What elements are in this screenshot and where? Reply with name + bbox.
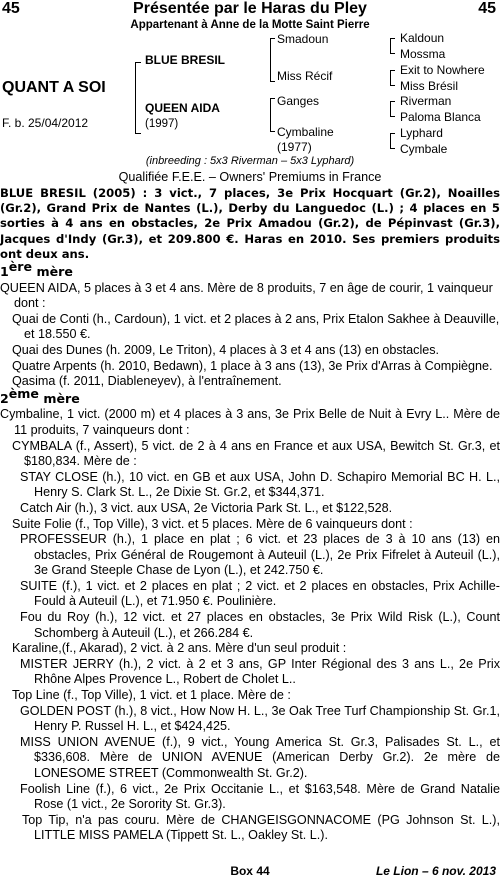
dam-name: QUEEN AIDA <box>145 101 220 115</box>
sale-source: Le Lion – 6 nov. 2013 <box>375 864 496 878</box>
produce-professeur: PROFESSEUR (h.), 1 place en plat ; 6 vict. et 23 places de 3 à 10 ans (13) en obstacles, Prix Général de Rougemont à Auteuil (L.), 2e Prix Fifrelet à Auteuil (L.), 3e Grand Steeple Chase de Lyon (L.), et 242.750 €. <box>20 532 500 578</box>
lot-number-right: 45 <box>478 0 496 17</box>
lot-number-left: 45 <box>2 0 20 17</box>
horse-info: F. b. 25/04/2012 <box>2 116 89 130</box>
sd-dam: Miss Brésil <box>400 79 459 93</box>
produce-top-tip: Top Tip, n'a pas couru. Mère de CHANGEISGONNACOME (PG Johnson St. L.), LITTLE MISS PAMELA (Tippett St. L., Oakley St. L.). <box>22 812 500 843</box>
ss-sire: Kaldoun <box>400 31 445 45</box>
dam-dam: Cymbaline <box>277 125 334 139</box>
produce-cymbala: CYMBALA (f., Assert), 5 vict. de 2 à 4 ans en France et aux USA, Bewitch St. Gr.3, et $180,834. Mère de : <box>12 438 500 469</box>
dam-1-intro: QUEEN AIDA, 5 places à 3 et 4 ans. Mère de 8 produits, 7 en âge de courir, 1 vainqueur dont : <box>0 280 493 311</box>
catalog-body <box>0 186 500 844</box>
produce-top-line: Top Line (f., Top Ville), 1 vict. et 1 place. Mère de : <box>12 688 291 703</box>
dam-1-produce-1: Quai de Conti (h., Cardoun), 1 vict. et 2 places à 2 ans, Prix Etalon Sakhee à Deauville, et 18.550 €. <box>12 311 500 342</box>
dam-year: (1997) <box>145 118 179 130</box>
ss-dam: Mossma <box>400 47 446 61</box>
dd-dam: Cymbale <box>400 142 448 156</box>
produce-suite: SUITE (f.), 1 vict. et 2 places en plat ; 2 vict. et 2 places en obstacles, Prix Achille-Fould à Auteuil (L.), et 71.950 €. Poulinière. <box>20 578 500 609</box>
dam-2-intro: Cymbaline, 1 vict. (2000 m) et 4 places à 3 ans, 3e Prix Belle de Nuit à Evry L.. Mère de 11 produits, 7 vainqueurs dont : <box>0 407 500 437</box>
produce-fou-du-roy: Fou du Roy (h.), 12 vict. et 27 places en obstacles, 3e Prix Wild Risk (L.), Count Schomberg à Auteuil (L.), et 266.284 €. <box>20 610 500 640</box>
section-heading-2nd-dam: 2ème mère <box>0 385 80 406</box>
produce-stay-close: STAY CLOSE (h.), 10 vict. en GB et aux USA, John D. Schapiro Memorial BC H. L., Henry S. Clark St. L., 2e Dixie St. Gr.2, et $344,371. <box>20 469 500 500</box>
sire-paragraph: BLUE BRESIL (2005) : 3 vict., 7 places, 3e Prix Hocquart (Gr.2), Noailles (Gr.2), Grand Prix de Nantes (L.), Derby du Languedoc (L.) ; 4 places en 5 sorties à 4 ans en obstacles, 2e Prix Amadou (Gr.2), de Pépinvast (Gr.3), Jacques d'Indy (Gr.3), et 209.800 €. Haras en 2010. Ses premiers produits ont deux ans. <box>0 186 500 261</box>
page-subtitle: Appartenant à Anne de la Motte Saint Pierre <box>130 19 370 31</box>
dam-1-produce-4: Qasima (f. 2011, Diableneyev), à l'entraînement. <box>12 374 282 389</box>
pedigree-bracket <box>135 62 136 134</box>
dam-sire: Ganges <box>277 94 320 108</box>
dam-1-produce-2: Quai des Dunes (h. 2009, Le Triton), 4 places à 3 et 4 ans (13) en obstacles. <box>12 342 440 357</box>
produce-foolish-line: Foolish Line (f.), 6 vict., 2e Prix Occitanie L., et $163,548. Mère de Grand Natalie Rose (1 vict., 2e Sorority St. Gr.3). <box>20 781 500 812</box>
dam-dam-year: (1977) <box>277 140 312 154</box>
sire-dam: Miss Récif <box>277 69 333 83</box>
page-title: Présentée par le Haras du Pley <box>133 0 367 17</box>
inbreeding-note: (inbreeding : 5x3 Riverman – 5x3 Lyphard) <box>145 155 355 167</box>
ds-sire: Riverman <box>400 94 452 108</box>
produce-mister-jerry: MISTER JERRY (h.), 2 vict. à 2 et 3 ans, GP Inter Régional des 3 ans L., 2e Prix Rhône Alpes Provence L., Robert de Cholet L.. <box>20 656 500 687</box>
produce-catch-air: Catch Air (h.), 3 vict. aux USA, 2e Victoria Park St. L., et $122,528. <box>20 500 393 515</box>
section-heading-1st-dam: 1ère mère <box>0 258 73 280</box>
dam-1-produce-3: Quatre Arpents (h. 2010, Bedawn), 1 place à 3 ans (13), 3e Prix d'Arras à Compiègne. <box>12 358 493 373</box>
produce-golden-post: GOLDEN POST (h.), 8 vict., How Now H. L., 3e Oak Tree Turf Championship St. Gr.1, Henry P. Russel H. L., et $424,425. <box>20 703 500 734</box>
produce-miss-union-avenue: MISS UNION AVENUE (f.), 9 vict., Young America St. Gr.3, Palisades St. L., et $336,608. Mère de UNION AVENUE (American Derby Gr.2). 2e mère de LONESOME STREET (Commonwealth St. Gr.2). <box>20 734 500 781</box>
ds-dam: Paloma Blanca <box>400 110 481 124</box>
horse-name: QUANT A SOI <box>2 79 106 96</box>
produce-karaline: Karaline,(f., Akarad), 2 vict. à 2 ans. Mère d'un seul produit : <box>12 641 347 656</box>
sd-sire: Exit to Nowhere <box>400 63 485 77</box>
sire-name: BLUE BRESIL <box>145 53 226 67</box>
qualification-note: Qualifiée F.E.E. – Owners' Premiums in France <box>118 170 382 184</box>
dd-sire: Lyphard <box>400 126 443 140</box>
produce-suite-folie: Suite Folie (f., Top Ville), 3 vict. et 5 places. Mère de 6 vainqueurs dont : <box>12 516 413 531</box>
box-number: Box 44 <box>230 864 270 878</box>
sire-sire: Smadoun <box>277 32 329 46</box>
